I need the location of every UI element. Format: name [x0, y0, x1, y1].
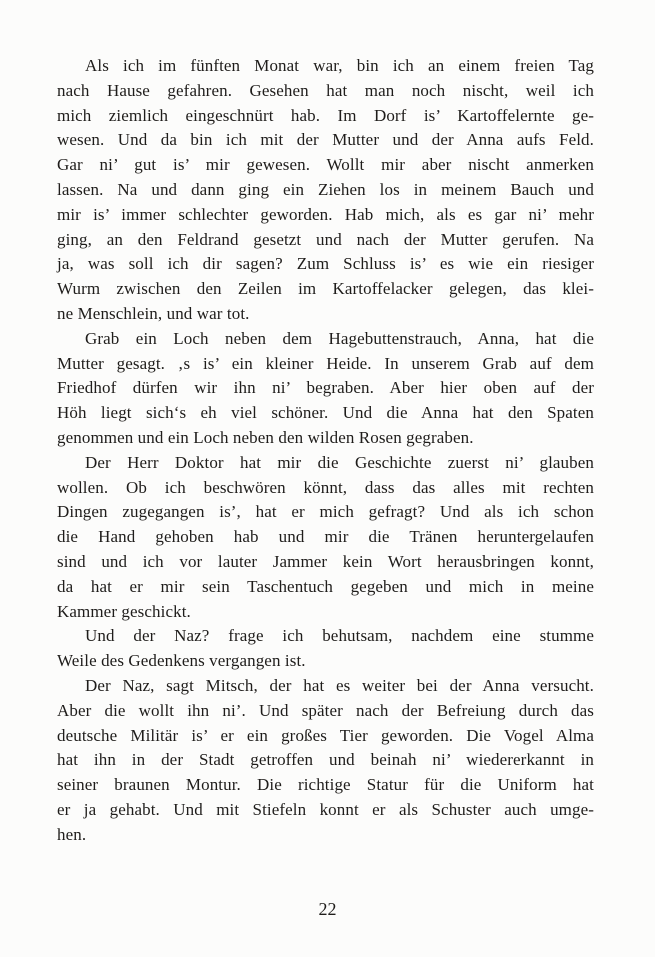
text-line: Weile des Gedenkens vergangen ist. [57, 651, 306, 671]
text-line: ne Menschlein, und war tot. [57, 303, 250, 323]
text-line: Gar ni’ gut is’ mir gewesen. Wollt mir aber nischt anmerken [57, 155, 594, 175]
text-line: Kammer geschickt. [57, 601, 191, 621]
text-line: deutsche Militär is’ er ein großes Tier geworden. Die Vogel Alma [57, 725, 594, 745]
text-line: mich ziemlich eingeschnürt hab. Im Dorf is’ Kartoffelernte ge- [57, 105, 594, 125]
text-line: Der Herr Doktor hat mir die Geschichte zuerst ni’ glauben [85, 452, 594, 472]
paragraph [57, 674, 594, 848]
text-line: genommen und ein Loch neben den wilden Rosen gegraben. [57, 427, 474, 447]
text-line: er ja gehabt. Und mit Stiefeln konnt er als Schuster auch umge- [57, 799, 594, 819]
text-line: Höh liegt sich‘s eh viel schöner. Und die Anna hat den Spaten [57, 403, 594, 423]
text-line: wollen. Ob ich beschwören könnt, dass das alles mit rechten [57, 477, 594, 497]
paragraph [57, 624, 594, 674]
text-line: Wurm zwischen den Zeilen im Kartoffelacker gelegen, das klei- [57, 279, 594, 299]
page-number: 22 [318, 899, 337, 919]
text-line: Mutter gesagt. ‚s is’ ein kleiner Heide. In unserem Grab auf dem [57, 353, 594, 373]
text-line: hat ihn in der Stadt getroffen und beinah ni’ wiedererkannt in [57, 750, 594, 770]
text-line: Der Naz, sagt Mitsch, der hat es weiter bei der Anna versucht. [85, 675, 594, 695]
text-line: nach Hause gefahren. Gesehen hat man noch nischt, weil ich [57, 80, 594, 100]
text-line: Grab ein Loch neben dem Hagebuttenstrauch, Anna, hat die [85, 328, 594, 348]
text-line: ja, was soll ich dir sagen? Zum Schluss is’ es wie ein riesiger [57, 254, 594, 274]
text-line: lassen. Na und dann ging ein Ziehen los in meinem Bauch und [57, 179, 594, 199]
text-line: sind und ich vor lauter Jammer kein Wort herausbringen konnt, [57, 551, 594, 571]
text-line: wesen. Und da bin ich mit der Mutter und der Anna aufs Feld. [57, 130, 594, 150]
text-line: hen. [57, 824, 87, 844]
text-line: seiner braunen Montur. Die richtige Statur für die Uniform hat [57, 775, 594, 795]
text-line: Friedhof dürfen wir ihn ni’ begraben. Aber hier oben auf der [57, 378, 594, 398]
paragraph [57, 54, 594, 327]
text-line: da hat er mir sein Taschentuch gegeben und mich in meine [57, 576, 594, 596]
text-block [57, 54, 594, 848]
text-line: Und der Naz? frage ich behutsam, nachdem eine stumme [85, 626, 594, 646]
text-line: Aber die wollt ihn ni’. Und später nach der Befreiung durch das [57, 700, 594, 720]
paragraph [57, 327, 594, 451]
text-line: ging, an den Feldrand gesetzt und nach der Mutter gerufen. Na [57, 229, 594, 249]
text-line: Als ich im fünften Monat war, bin ich an einem freien Tag [85, 56, 594, 75]
text-line: Dingen zugegangen is’, hat er mich gefragt? Und als ich schon [57, 502, 594, 522]
text-line: die Hand gehoben hab und mir die Tränen heruntergelaufen [57, 527, 594, 547]
text-line: mir is’ immer schlechter geworden. Hab mich, als es gar ni’ mehr [57, 204, 594, 224]
paragraph [57, 451, 594, 625]
